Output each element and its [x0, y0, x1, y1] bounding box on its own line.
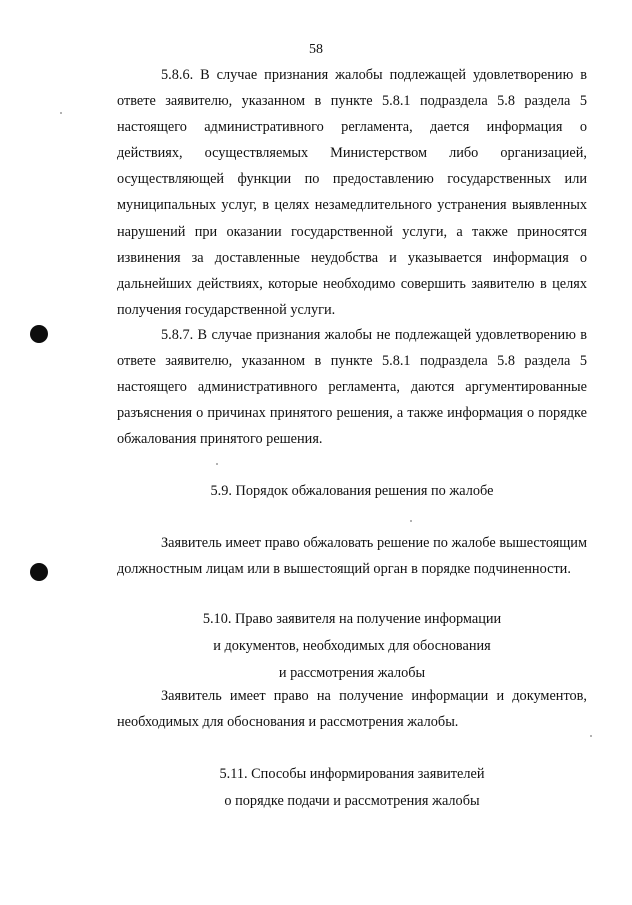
paragraph-5-8-6: 5.8.6. В случае признания жалобы подлежащей удовлетворению в ответе заявителю, указанном в пункте 5.8.1 подраздела 5.8 раздела 5 настоящего административного регламента, дается информация о действиях, осуществляемых Министерством либо организацией, осуществляющей функции по предоставлению государственных или муниципальных услуг, в целях незамедлительного устранения выявленных нарушений при оказании государственной услуги, а также приносятся извинения за доставленные неудобства и указывается информация о дальнейших действиях, которые необходимо совершить заявителю в целях получения государственной услуги. — [117, 67, 587, 318]
page-number: 58 — [309, 42, 323, 57]
heading-5-11-line-2: о порядке подачи и рассмотрения жалобы — [224, 793, 480, 809]
heading-5-11-line-1: 5.11. Способы информирования заявителей — [219, 766, 485, 782]
punch-hole-bottom — [30, 563, 48, 581]
paragraph-5-9: Заявитель имеет право обжаловать решение по жалобе вышестоящим должностным лицам или в вышестоящий орган в порядке подчиненности. — [117, 535, 587, 578]
scan-speck — [590, 735, 592, 737]
scan-speck — [60, 112, 62, 114]
scan-speck — [410, 520, 412, 522]
heading-5-11 — [117, 761, 587, 815]
scan-speck — [216, 463, 218, 465]
heading-5-10-line-1: 5.10. Право заявителя на получение информации — [202, 611, 502, 627]
heading-5-9-text: 5.9. Порядок обжалования решения по жалобе — [210, 483, 494, 499]
heading-5-9 — [117, 478, 587, 505]
heading-5-10 — [117, 606, 587, 687]
paragraph-5-10-container — [117, 683, 587, 735]
punch-hole-top — [30, 325, 48, 343]
paragraph-5-9-container — [117, 530, 587, 582]
heading-5-10-line-2: и документов, необходимых для обоснования — [213, 638, 491, 654]
heading-5-10-line-3: и рассмотрения жалобы — [278, 665, 426, 681]
paragraph-5-8-6-container — [117, 62, 587, 323]
paragraph-5-10: Заявитель имеет право на получение информации и документов, необходимых для обоснования и рассмотрения жалобы. — [117, 688, 587, 731]
paragraph-5-8-7: 5.8.7. В случае признания жалобы не подлежащей удовлетворению в ответе заявителю, указанном в пункте 5.8.1 подраздела 5.8 раздела 5 настоящего административного регламента, даются аргументированные разъяснения о причинах принятого решения, а также информация о порядке обжалования принятого решения. — [117, 327, 587, 448]
paragraph-5-8-7-container — [117, 322, 587, 452]
